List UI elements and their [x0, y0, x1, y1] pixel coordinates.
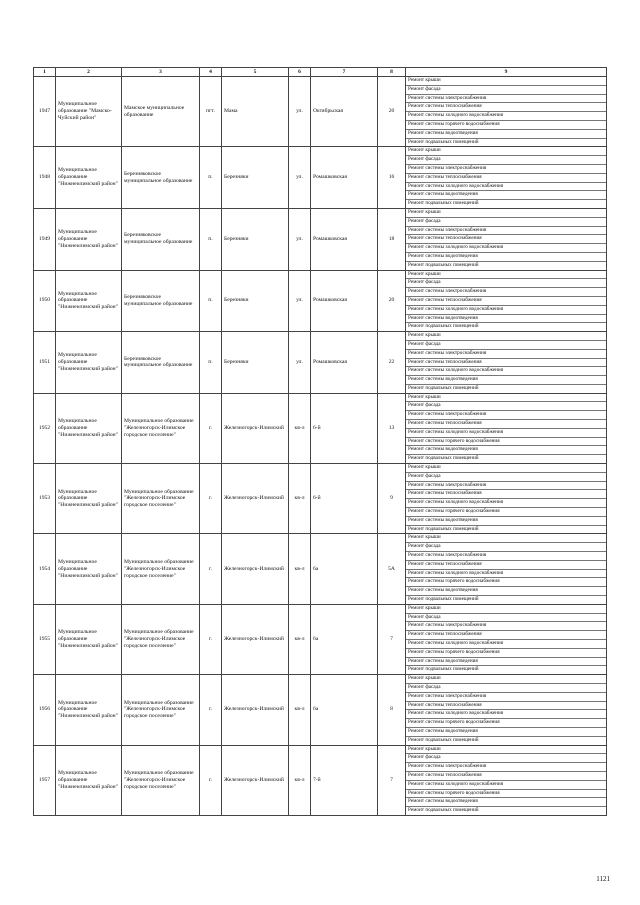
repair-item: Ремонт системы водоотведения — [406, 798, 606, 807]
row-number: 1951 — [34, 332, 56, 394]
repair-item: Ремонт фасада — [406, 543, 606, 552]
street-cell: 6а — [311, 534, 378, 604]
col-header: 5 — [222, 68, 289, 77]
table-row — [34, 147, 607, 209]
repair-item: Ремонт фасада — [406, 341, 606, 350]
repair-item: Ремонт системы водоотведения — [406, 130, 606, 139]
repair-item: Ремонт системы водоотведения — [406, 517, 606, 526]
settlement-cell: Березняки — [222, 147, 289, 209]
repairs-cell — [406, 147, 607, 209]
repair-item: Ремонт фасада — [406, 473, 606, 482]
repair-item: Ремонт системы теплоснабжения — [406, 359, 606, 368]
col-header: 4 — [200, 68, 222, 77]
repair-item: Ремонт подвальных помещений — [408, 384, 479, 391]
table-row — [34, 208, 607, 270]
repair-item: Ремонт системы электроснабжения — [406, 482, 606, 491]
repair-item: Ремонт системы теплоснабжения — [406, 420, 606, 429]
repair-item: Ремонт системы холодного водоснабжения — [406, 244, 606, 253]
repair-item: Ремонт крыши — [406, 77, 606, 86]
settlement-cell: Железногорск-Илимский — [222, 464, 289, 534]
municipality-cell: Муниципальное образование "Железногорск-Илимское городское поселение" — [122, 464, 200, 534]
col-header: 8 — [378, 68, 406, 77]
settlement-type-cell: п. — [200, 147, 222, 209]
repair-item: Ремонт крыши — [406, 464, 606, 473]
repair-item: Ремонт подвальных помещений — [408, 807, 479, 814]
repair-item: Ремонт крыши — [406, 534, 606, 543]
repair-item: Ремонт системы водоотведения — [406, 446, 606, 455]
repair-item: Ремонт системы теплоснабжения — [406, 702, 606, 711]
house-number-cell: 20 — [378, 77, 406, 147]
header-row — [34, 68, 607, 77]
street-type-cell: ул. — [289, 147, 311, 209]
repair-item: Ремонт системы холодного водоснабжения — [406, 306, 606, 315]
repair-item: Ремонт системы горячего водоснабжения — [406, 121, 606, 130]
settlement-type-cell: п. — [200, 270, 222, 332]
repair-item: Ремонт системы электроснабжения — [406, 227, 606, 236]
repair-item: Ремонт фасада — [406, 218, 606, 227]
district-cell: Муниципальное образование "Нижнеилимский район" — [56, 534, 122, 604]
repair-item: Ремонт крыши — [406, 394, 606, 403]
district-cell: Муниципальное образование "Нижнеилимский район" — [56, 604, 122, 674]
repair-item: Ремонт системы горячего водоснабжения — [406, 508, 606, 517]
repair-item: Ремонт подвальных помещений — [408, 525, 479, 532]
street-type-cell: кв-л — [289, 393, 311, 463]
street-type-cell: кв-л — [289, 534, 311, 604]
repair-item: Ремонт системы теплоснабжения — [406, 772, 606, 781]
repair-item: Ремонт системы водоотведения — [406, 587, 606, 596]
col-header: 2 — [56, 68, 122, 77]
district-cell: Муниципальное образование "Нижнеилимский район" — [56, 147, 122, 209]
repair-item: Ремонт системы водоотведения — [406, 728, 606, 737]
row-number: 1956 — [34, 675, 56, 745]
repair-item: Ремонт системы теплоснабжения — [406, 561, 606, 570]
municipality-cell: Муниципальное образование "Железногорск-Илимское городское поселение" — [122, 393, 200, 463]
municipality-cell: Березняковское муниципальное образование — [122, 270, 200, 332]
row-number: 1955 — [34, 604, 56, 674]
house-number-cell: 5А — [378, 534, 406, 604]
repair-item: Ремонт системы водоотведения — [406, 253, 606, 262]
repair-item: Ремонт фасада — [406, 402, 606, 411]
repairs-cell — [406, 270, 607, 332]
settlement-type-cell: г. — [200, 393, 222, 463]
repair-item: Ремонт системы электроснабжения — [406, 411, 606, 420]
house-number-cell: 7 — [378, 604, 406, 674]
street-cell: 7-й — [311, 745, 378, 815]
house-number-cell: 13 — [378, 393, 406, 463]
repair-item: Ремонт системы электроснабжения — [406, 763, 606, 772]
street-cell: 6-й — [311, 464, 378, 534]
district-cell: Муниципальное образование "Нижнеилимский район" — [56, 675, 122, 745]
street-cell: 6а — [311, 675, 378, 745]
repair-item: Ремонт системы горячего водоснабжения — [406, 719, 606, 728]
street-type-cell: кв-л — [289, 464, 311, 534]
table-row — [34, 270, 607, 332]
house-number-cell: 8 — [378, 675, 406, 745]
street-type-cell: кв-л — [289, 745, 311, 815]
repair-item: Ремонт фасада — [406, 156, 606, 165]
repair-item: Ремонт подвальных помещений — [408, 666, 479, 673]
municipality-cell: Березняковское муниципальное образование — [122, 332, 200, 394]
repair-item: Ремонт фасада — [406, 86, 606, 95]
municipality-cell: Муниципальное образование "Железногорск-Илимское городское поселение" — [122, 745, 200, 815]
row-number: 1954 — [34, 534, 56, 604]
repair-item: Ремонт системы электроснабжения — [406, 95, 606, 104]
street-type-cell: кв-л — [289, 604, 311, 674]
repair-item: Ремонт системы электроснабжения — [406, 622, 606, 631]
repairs-cell — [406, 77, 607, 147]
table-row — [34, 534, 607, 604]
document-page — [33, 67, 606, 816]
repair-item: Ремонт системы водоотведения — [406, 376, 606, 385]
municipality-cell: Муниципальное образование "Железногорск-Илимское городское поселение" — [122, 604, 200, 674]
repairs-cell — [406, 393, 607, 463]
house-number-cell: 7 — [378, 745, 406, 815]
repair-item: Ремонт подвальных помещений — [408, 455, 479, 462]
row-number: 1950 — [34, 270, 56, 332]
row-number: 1948 — [34, 147, 56, 209]
repair-item: Ремонт системы электроснабжения — [406, 165, 606, 174]
settlement-cell: Березняки — [222, 208, 289, 270]
repair-item: Ремонт системы теплоснабжения — [406, 490, 606, 499]
settlement-cell: Железногорск-Илимский — [222, 393, 289, 463]
repair-item: Ремонт системы водоотведения — [406, 658, 606, 667]
repair-item: Ремонт системы горячего водоснабжения — [406, 790, 606, 799]
table-row — [34, 332, 607, 394]
repair-item: Ремонт фасада — [406, 614, 606, 623]
settlement-type-cell: г. — [200, 534, 222, 604]
house-number-cell: 18 — [378, 208, 406, 270]
row-number: 1957 — [34, 745, 56, 815]
settlement-cell: Березняки — [222, 332, 289, 394]
house-number-cell: 9 — [378, 464, 406, 534]
repair-item: Ремонт крыши — [406, 746, 606, 755]
repair-item: Ремонт крыши — [406, 209, 606, 218]
repair-item: Ремонт системы холодного водоснабжения — [406, 367, 606, 376]
district-cell: Муниципальное образование "Нижнеилимский район" — [56, 745, 122, 815]
repairs-cell — [406, 332, 607, 394]
repair-item: Ремонт системы теплоснабжения — [406, 297, 606, 306]
repair-item: Ремонт крыши — [406, 147, 606, 156]
repair-item: Ремонт системы водоотведения — [406, 315, 606, 324]
repair-item: Ремонт фасада — [406, 754, 606, 763]
district-cell: Муниципальное образование "Нижнеилимский район" — [56, 393, 122, 463]
district-cell: Муниципальное образование "Мамско-Чуйский район" — [56, 77, 122, 147]
settlement-cell: Железногорск-Илимский — [222, 745, 289, 815]
settlement-cell: Березняки — [222, 270, 289, 332]
repair-item: Ремонт подвальных помещений — [408, 200, 479, 207]
table-row — [34, 745, 607, 815]
repair-item: Ремонт системы холодного водоснабжения — [406, 710, 606, 719]
repair-item: Ремонт системы теплоснабжения — [406, 174, 606, 183]
repair-item: Ремонт системы электроснабжения — [406, 693, 606, 702]
col-header: 1 — [34, 68, 56, 77]
repair-item: Ремонт системы холодного водоснабжения — [406, 781, 606, 790]
repair-item: Ремонт крыши — [406, 271, 606, 280]
district-cell: Муниципальное образование "Нижнеилимский район" — [56, 208, 122, 270]
repair-item: Ремонт системы холодного водоснабжения — [406, 183, 606, 192]
repair-table — [33, 67, 607, 816]
col-header: 9 — [406, 68, 607, 77]
street-cell: Октябрьская — [311, 77, 378, 147]
repair-item: Ремонт системы горячего водоснабжения — [406, 649, 606, 658]
repair-item: Ремонт системы теплоснабжения — [406, 103, 606, 112]
repair-item: Ремонт системы теплоснабжения — [406, 631, 606, 640]
repairs-cell — [406, 745, 607, 815]
repair-item: Ремонт системы электроснабжения — [406, 552, 606, 561]
house-number-cell: 22 — [378, 332, 406, 394]
col-header: 6 — [289, 68, 311, 77]
repairs-cell — [406, 534, 607, 604]
municipality-cell: Муниципальное образование "Железногорск-Илимское городское поселение" — [122, 675, 200, 745]
settlement-type-cell: п. — [200, 208, 222, 270]
repairs-cell — [406, 604, 607, 674]
repair-item: Ремонт системы холодного водоснабжения — [406, 499, 606, 508]
street-type-cell: кв-л — [289, 675, 311, 745]
settlement-cell: Железногорск-Илимский — [222, 534, 289, 604]
street-cell: Ромашковская — [311, 332, 378, 394]
municipality-cell: Березняковское муниципальное образование — [122, 208, 200, 270]
repair-item: Ремонт фасада — [406, 684, 606, 693]
street-type-cell: ул. — [289, 208, 311, 270]
page-number: 1121 — [596, 875, 610, 883]
settlement-cell: Железногорск-Илимский — [222, 675, 289, 745]
house-number-cell: 20 — [378, 270, 406, 332]
street-cell: Ромашковская — [311, 147, 378, 209]
district-cell: Муниципальное образование "Нижнеилимский район" — [56, 332, 122, 394]
table-row — [34, 77, 607, 147]
repair-item: Ремонт подвальных помещений — [408, 138, 479, 145]
repairs-cell — [406, 208, 607, 270]
repair-item: Ремонт системы электроснабжения — [406, 350, 606, 359]
repair-item: Ремонт крыши — [406, 605, 606, 614]
street-type-cell: ул. — [289, 77, 311, 147]
repair-item: Ремонт системы теплоснабжения — [406, 235, 606, 244]
repairs-cell — [406, 675, 607, 745]
row-number: 1947 — [34, 77, 56, 147]
repair-item: Ремонт подвальных помещений — [408, 736, 479, 743]
repair-item: Ремонт подвальных помещений — [408, 596, 479, 603]
settlement-cell: Железногорск-Илимский — [222, 604, 289, 674]
repair-item: Ремонт системы холодного водоснабжения — [406, 112, 606, 121]
table-row — [34, 393, 607, 463]
col-header: 3 — [122, 68, 200, 77]
row-number: 1952 — [34, 393, 56, 463]
repair-item: Ремонт системы горячего водоснабжения — [406, 438, 606, 447]
municipality-cell: Березняковское муниципальное образование — [122, 147, 200, 209]
table-row — [34, 675, 607, 745]
repair-item: Ремонт фасада — [406, 279, 606, 288]
repair-item: Ремонт крыши — [406, 675, 606, 684]
settlement-cell: Мама — [222, 77, 289, 147]
repair-item: Ремонт системы холодного водоснабжения — [406, 570, 606, 579]
street-cell: 6а — [311, 604, 378, 674]
repair-item: Ремонт крыши — [406, 332, 606, 341]
street-type-cell: ул. — [289, 332, 311, 394]
repair-item: Ремонт подвальных помещений — [408, 261, 479, 268]
municipality-cell: Мамское муниципальное образование — [122, 77, 200, 147]
settlement-type-cell: г. — [200, 604, 222, 674]
street-cell: Ромашковская — [311, 270, 378, 332]
settlement-type-cell: г. — [200, 464, 222, 534]
repair-item: Ремонт системы холодного водоснабжения — [406, 640, 606, 649]
street-type-cell: ул. — [289, 270, 311, 332]
district-cell: Муниципальное образование "Нижнеилимский район" — [56, 464, 122, 534]
street-cell: Ромашковская — [311, 208, 378, 270]
repair-item: Ремонт системы холодного водоснабжения — [406, 429, 606, 438]
col-header: 7 — [311, 68, 378, 77]
street-cell: 6-й — [311, 393, 378, 463]
settlement-type-cell: г. — [200, 745, 222, 815]
repairs-cell — [406, 464, 607, 534]
repair-item: Ремонт системы электроснабжения — [406, 288, 606, 297]
row-number: 1949 — [34, 208, 56, 270]
municipality-cell: Муниципальное образование "Железногорск-Илимское городское поселение" — [122, 534, 200, 604]
table-row — [34, 604, 607, 674]
settlement-type-cell: п. — [200, 332, 222, 394]
settlement-type-cell: пгт. — [200, 77, 222, 147]
repair-item: Ремонт подвальных помещений — [408, 323, 479, 330]
district-cell: Муниципальное образование "Нижнеилимский район" — [56, 270, 122, 332]
table-row — [34, 464, 607, 534]
settlement-type-cell: г. — [200, 675, 222, 745]
house-number-cell: 16 — [378, 147, 406, 209]
repair-item: Ремонт системы водоотведения — [406, 191, 606, 200]
repair-item: Ремонт системы горячего водоснабжения — [406, 578, 606, 587]
table-body — [34, 77, 607, 816]
row-number: 1953 — [34, 464, 56, 534]
